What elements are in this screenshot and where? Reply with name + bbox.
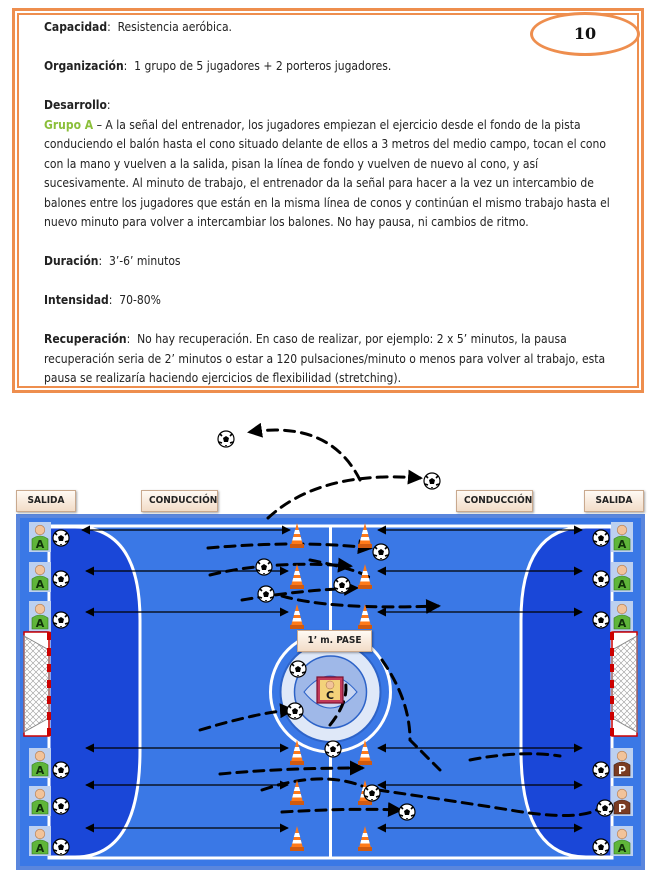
capacidad-label: Capacidad [44, 20, 108, 34]
conduccion-left-label: CONDUCCIÓN [141, 490, 218, 512]
desarrollo-paragraph [44, 116, 624, 233]
ball-icon [256, 559, 272, 575]
player-a-icon [611, 562, 633, 592]
ball-icon [53, 798, 69, 814]
exercise-number: 10 [573, 24, 597, 43]
player-a-icon [611, 601, 633, 631]
ball-icon [593, 839, 609, 855]
recuperacion-label: Recuperación [44, 332, 127, 346]
coach-letter: C [325, 689, 335, 702]
duracion-label: Duración [44, 254, 99, 268]
ball-icon [593, 612, 609, 628]
organizacion-label: Organización [44, 59, 124, 73]
player-a-icon [29, 522, 51, 552]
ball-icon [399, 804, 415, 820]
exercise-description [44, 18, 624, 389]
grupo-a-label: Grupo A [44, 117, 94, 132]
capacidad-line: Capacidad: Resistencia aeróbica. [44, 20, 232, 34]
ball-icon [334, 577, 350, 593]
intensidad-label: Intensidad [44, 293, 109, 307]
goalkeeper-p-icon [611, 748, 633, 778]
duracion-value: 3’-6’ minutos [108, 254, 181, 268]
ball-icon [597, 800, 613, 816]
pass-path [250, 430, 360, 480]
player-a-icon [29, 601, 51, 631]
desarrollo-label: Desarrollo [44, 98, 107, 112]
desarrollo-heading: Desarrollo: [44, 98, 111, 112]
ball-icon [373, 544, 389, 560]
ball-icon [258, 586, 274, 602]
ball-icon [593, 530, 609, 546]
organizacion-value: 1 grupo de 5 jugadores + 2 porteros jugadores. [134, 59, 392, 73]
player-a-icon [29, 786, 51, 816]
desarrollo-text: – A la señal del entrenador, los jugadores empiezan el ejercicio desde el fondo de la pista conduciendo el balón hasta el cono situado delante de ellos a 3 metros del medio campo, tocan el cono con la mano y vuelven a la salida, pisan la línea de fondo y vuelven de nuevo al cono, y así sucesivamente. Al minuto de trabajo, el entrenador da la señal para hacer a la vez un intercambio de balones entre los jugadores que están en la misma línea de conos y continúan el mismo trabajo hasta el nuevo minuto para volver a intercambiar los balones. No hay pausa, ni cambios de ritmo. [44, 117, 610, 229]
ball-icon [364, 785, 380, 801]
player-a-icon [29, 562, 51, 592]
ball-icon [53, 530, 69, 546]
ball-icon [290, 661, 306, 677]
ball-icon [53, 612, 69, 628]
ball-icon [53, 571, 69, 587]
player-a-icon [29, 748, 51, 778]
intensidad-value: 70-80% [119, 293, 161, 307]
ball-icon [593, 571, 609, 587]
ball-icon [325, 741, 341, 757]
ball-icon [287, 703, 303, 719]
pase-label: 1’ m. PASE [297, 630, 372, 652]
duracion-line: Duración: 3’-6’ minutos [44, 254, 181, 268]
intensidad-line: Intensidad: 70-80% [44, 293, 161, 307]
conduccion-right-label: CONDUCCIÓN [456, 490, 533, 512]
salida-left-label: SALIDA [16, 490, 76, 512]
coach [317, 677, 343, 703]
pass-path [268, 477, 420, 518]
player-a-icon [611, 826, 633, 856]
salida-right-label: SALIDA [584, 490, 644, 512]
ball-icon [53, 762, 69, 778]
recuperacion-line: Recuperación: No hay recuperación. En caso de realizar, por ejemplo: 2 x 5’ minutos, la pausa recuperación seria de 2’ minutos o estar a 120 pulsaciones/minuto o menos para volver al trabajo, esta pausa se realizaría haciendo ejercicios de flexibilidad (stretching). [44, 332, 606, 385]
recuperacion-value: No hay recuperación. En caso de realizar, por ejemplo: 2 x 5’ minutos, la pausa recuperación seria de 2’ minutos o estar a 120 pulsaciones/minuto o menos para volver al trabajo, esta pausa se realizaría haciendo ejercicios de flexibilidad (stretching). [44, 332, 606, 385]
player-a-icon [611, 522, 633, 552]
ball-icon [218, 431, 234, 447]
goalkeeper-p-icon [611, 786, 633, 816]
ball-icon [53, 839, 69, 855]
organizacion-line: Organización: 1 grupo de 5 jugadores + 2 porteros jugadores. [44, 59, 392, 73]
player-a-icon [29, 826, 51, 856]
capacidad-value: Resistencia aeróbica. [117, 20, 232, 34]
ball-icon [593, 762, 609, 778]
ball-icon [424, 473, 440, 489]
